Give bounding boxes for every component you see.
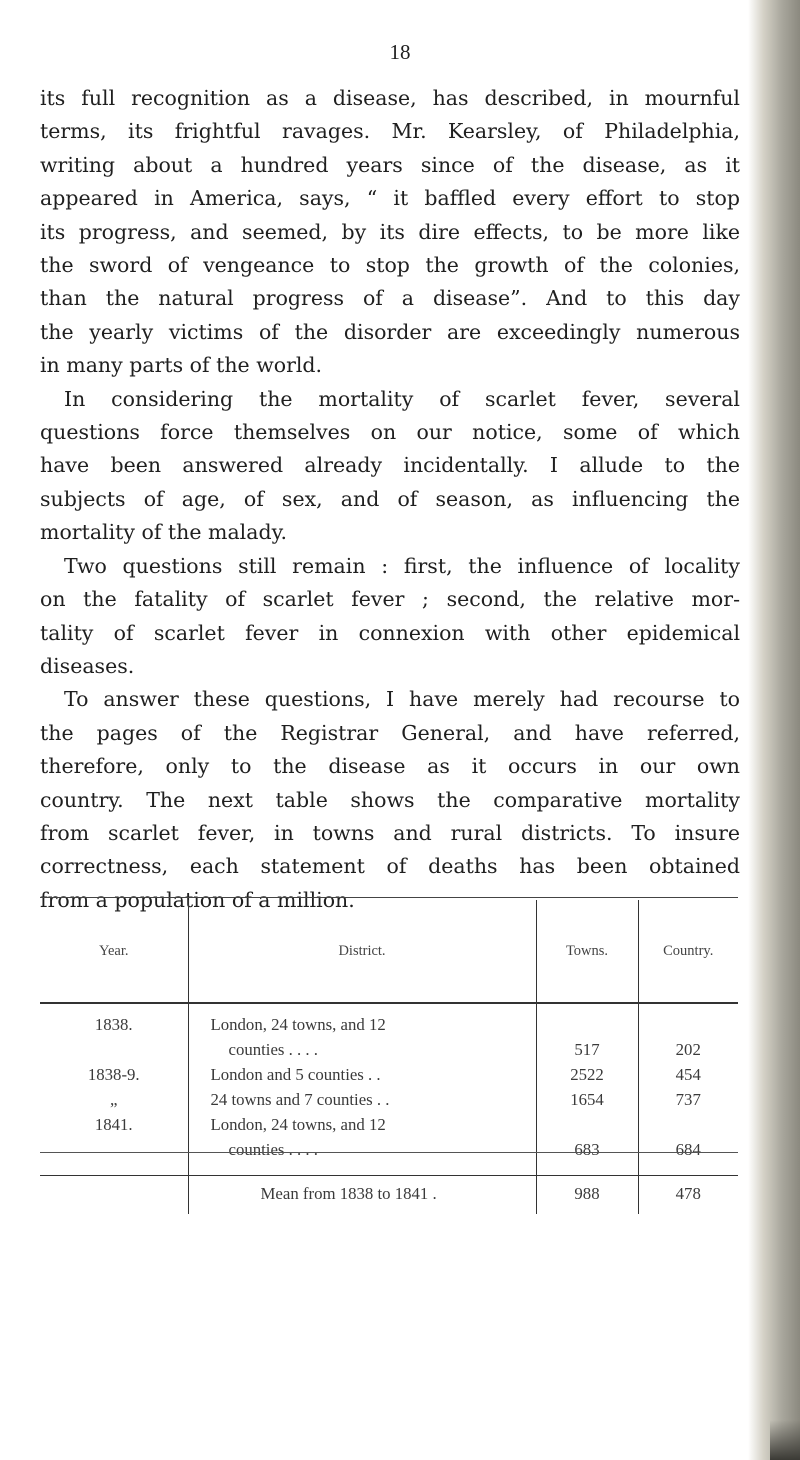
text-line: than the natural progress of a disease”. And to this day bbox=[40, 286, 740, 311]
mean-towns: 988 bbox=[536, 1176, 638, 1215]
towns-cell: 2522 bbox=[570, 1065, 604, 1084]
text-line: In considering the mortality of scarlet fever, several bbox=[64, 386, 740, 411]
text-line: from a population of a million. bbox=[40, 887, 355, 912]
text-line: writing about a hundred years since of the disease, as it bbox=[40, 152, 740, 177]
table-bottom-rule bbox=[40, 1152, 738, 1153]
country-cell: 202 bbox=[675, 1040, 701, 1059]
text-line: the pages of the Registrar General, and have referred, bbox=[40, 720, 740, 745]
header-district: District. bbox=[188, 900, 536, 1003]
text-line: its full recognition as a disease, has described, in mournful bbox=[40, 86, 740, 110]
text-line: mortality of the malady. bbox=[40, 520, 287, 545]
text-line: appeared in America, says, “ it baffled every effort to stop bbox=[40, 186, 740, 211]
text-line: Two questions still remain : first, the influence of locality bbox=[64, 553, 740, 578]
text-line: therefore, only to the disease as it occurs in our own bbox=[40, 754, 740, 779]
table-top-rule bbox=[40, 897, 738, 898]
text-line: have been answered already incidentally. I allude to the bbox=[40, 453, 740, 478]
text-line: the yearly victims of the disorder are exceedingly numerous bbox=[40, 319, 740, 344]
page-edge-shadow bbox=[748, 0, 800, 1460]
year-cell: 1838. bbox=[94, 1015, 133, 1034]
towns-cell: 517 bbox=[574, 1040, 600, 1059]
table-body bbox=[40, 1003, 738, 1176]
district-cell: London, 24 towns, and 12 bbox=[210, 1115, 386, 1134]
country-cell: 454 bbox=[675, 1065, 701, 1084]
year-cell: 1838-9. bbox=[87, 1065, 140, 1084]
text-line: tality of scarlet fever in connexion with other epidemical bbox=[40, 620, 740, 645]
towns-cell: 1654 bbox=[570, 1090, 604, 1109]
mean-country: 478 bbox=[638, 1176, 738, 1215]
mean-row bbox=[40, 1176, 738, 1215]
page-corner-shadow bbox=[770, 1420, 800, 1460]
district-cell: counties . . . . bbox=[228, 1140, 318, 1159]
text-line: country. The next table shows the comparative mortality bbox=[40, 787, 740, 812]
year-cell: „ bbox=[110, 1090, 118, 1109]
header-country: Country. bbox=[638, 900, 738, 1003]
country-cell: 684 bbox=[675, 1140, 701, 1159]
text-line: from scarlet fever, in towns and rural districts. To insure bbox=[40, 820, 740, 845]
text-line: diseases. bbox=[40, 653, 135, 678]
towns-cell: 683 bbox=[574, 1140, 600, 1159]
text-line: terms, its frightful ravages. Mr. Kearsley, of Philadelphia, bbox=[40, 119, 740, 144]
text-line: its progress, and seemed, by its dire effects, to be more like bbox=[40, 219, 740, 244]
text-line: questions force themselves on our notice, some of which bbox=[40, 420, 740, 445]
year-cell: 1841. bbox=[94, 1115, 133, 1134]
text-line: on the fatality of scarlet fever ; second, the relative mor- bbox=[40, 587, 740, 612]
body-text bbox=[40, 82, 740, 917]
mean-label: Mean from 1838 to 1841 . bbox=[188, 1176, 536, 1215]
table-header-row bbox=[40, 900, 738, 1003]
text-line: correctness, each statement of deaths has been obtained bbox=[40, 854, 740, 879]
mortality-table bbox=[40, 900, 738, 1214]
country-cell: 737 bbox=[675, 1090, 701, 1109]
text-line: in many parts of the world. bbox=[40, 353, 323, 378]
district-cell: London, 24 towns, and 12 bbox=[210, 1015, 386, 1034]
text-line: To answer these questions, I have merely had recourse to bbox=[64, 687, 740, 712]
header-year: Year. bbox=[40, 900, 188, 1003]
district-cell: counties . . . . bbox=[228, 1040, 318, 1059]
district-cell: 24 towns and 7 counties . . bbox=[210, 1090, 390, 1109]
page-number: 18 bbox=[389, 40, 411, 64]
district-cell: London and 5 counties . . bbox=[210, 1065, 381, 1084]
header-towns: Towns. bbox=[536, 900, 638, 1003]
text-line: the sword of vengeance to stop the growth of the colonies, bbox=[40, 253, 740, 278]
text-line: subjects of age, of sex, and of season, as influencing the bbox=[40, 486, 740, 511]
